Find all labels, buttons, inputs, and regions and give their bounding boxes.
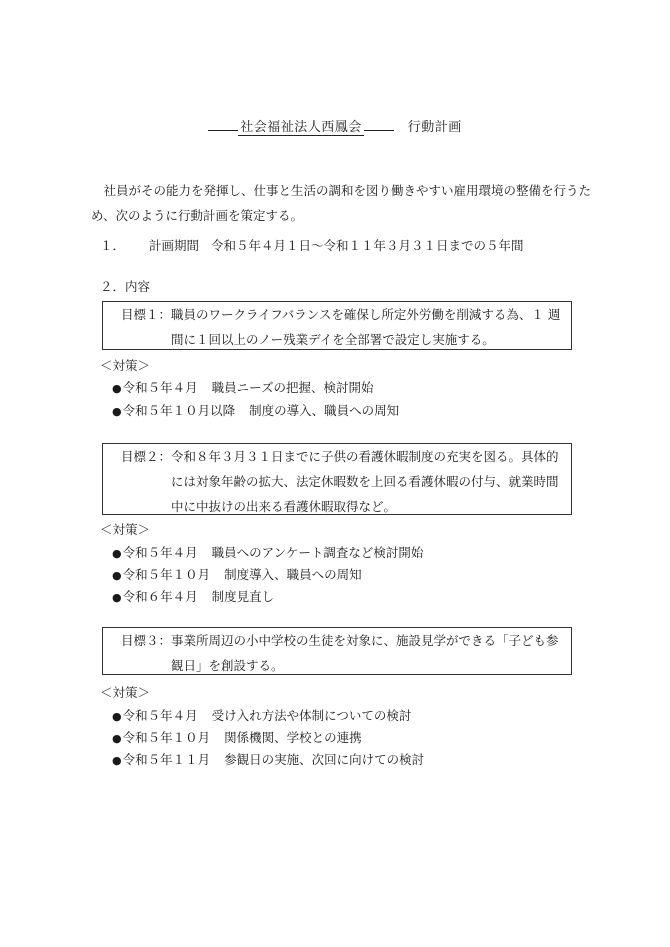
bullet-icon: ● bbox=[112, 547, 122, 560]
goal1-measure-2: ●令和５年１０月以降 制度の導入、職員への周知 bbox=[112, 403, 400, 418]
goal3-text: 事業所周辺の小中学校の生徒を対象に、施設見学ができる「子ども参観日」を創設する。 bbox=[171, 633, 559, 673]
goal3-measure-1: ●令和５年４月 受け入れ方法や体制についての検討 bbox=[112, 708, 412, 723]
bullet-icon: ● bbox=[112, 382, 122, 395]
bullet-icon: ● bbox=[112, 591, 122, 604]
goal2-box bbox=[102, 443, 572, 515]
goal3-measure-3: ●令和５年１１月 参観日の実施、次回に向けての検討 bbox=[112, 752, 425, 767]
goal1-text: 職員のワークライフバランスを確保し所定外労働を削減する為、１ 週間に１回以上のノー残業デイを全部署で設定し実施する。 bbox=[171, 307, 561, 347]
goal2-text: 令和８年３月３１日までに子供の看護休暇制度の充実を図る。具体的には対象年齢の拡大、法定休暇数を上回る看護休暇の付与、就業時間中に中抜けの出来る看護休暇取得など。 bbox=[171, 449, 559, 514]
bullet-icon: ● bbox=[112, 405, 122, 418]
section1-text: 令和５年４月１日〜令和１１年３月３１日までの５年間 bbox=[211, 238, 524, 253]
goal3-box bbox=[102, 627, 572, 675]
bullet-icon: ● bbox=[112, 732, 122, 745]
document-title bbox=[0, 116, 670, 135]
goal2-measures-heading: ＜対策＞ bbox=[100, 522, 151, 537]
goal1-label: 目標１： bbox=[121, 307, 172, 322]
goal2-measure-1: ●令和５年４月 職員へのアンケート調査など検討開始 bbox=[112, 545, 424, 560]
goal1-measure-1: ●令和５年４月 職員ニーズの把握、検討開始 bbox=[112, 380, 374, 395]
bullet-icon: ● bbox=[112, 710, 122, 723]
goal1-box bbox=[102, 301, 572, 350]
title-suffix: 行動計画 bbox=[407, 120, 462, 135]
goal3-measures-heading: ＜対策＞ bbox=[100, 685, 151, 700]
title-underline-gap bbox=[364, 120, 394, 131]
section1-label: 計画期間 bbox=[149, 238, 200, 253]
bullet-icon: ● bbox=[112, 754, 122, 767]
title-underline-lead bbox=[208, 120, 238, 131]
section1-line bbox=[100, 236, 524, 254]
bullet-icon: ● bbox=[112, 569, 122, 582]
section1-number: １． bbox=[100, 238, 126, 253]
intro-paragraph: 社員がその能力を発揮し、仕事と生活の調和を図り働きやすい雇用環境の整備を行うため、次のように行動計画を策定する。 bbox=[91, 183, 592, 223]
goal2-measure-3: ●令和６年４月 制度見直し bbox=[112, 589, 275, 604]
goal3-measure-2: ●令和５年１０月 関係機関、学校との連携 bbox=[112, 730, 362, 745]
goal1-measures-heading: ＜対策＞ bbox=[100, 358, 151, 373]
goal2-measure-2: ●令和５年１０月 制度導入、職員への周知 bbox=[112, 567, 362, 582]
goal3-label: 目標３： bbox=[121, 633, 172, 648]
title-organization: 社会福祉法人西鳳会 bbox=[240, 120, 362, 135]
goal2-label: 目標２： bbox=[121, 449, 172, 464]
section2-heading: ２．内容 bbox=[100, 279, 151, 294]
